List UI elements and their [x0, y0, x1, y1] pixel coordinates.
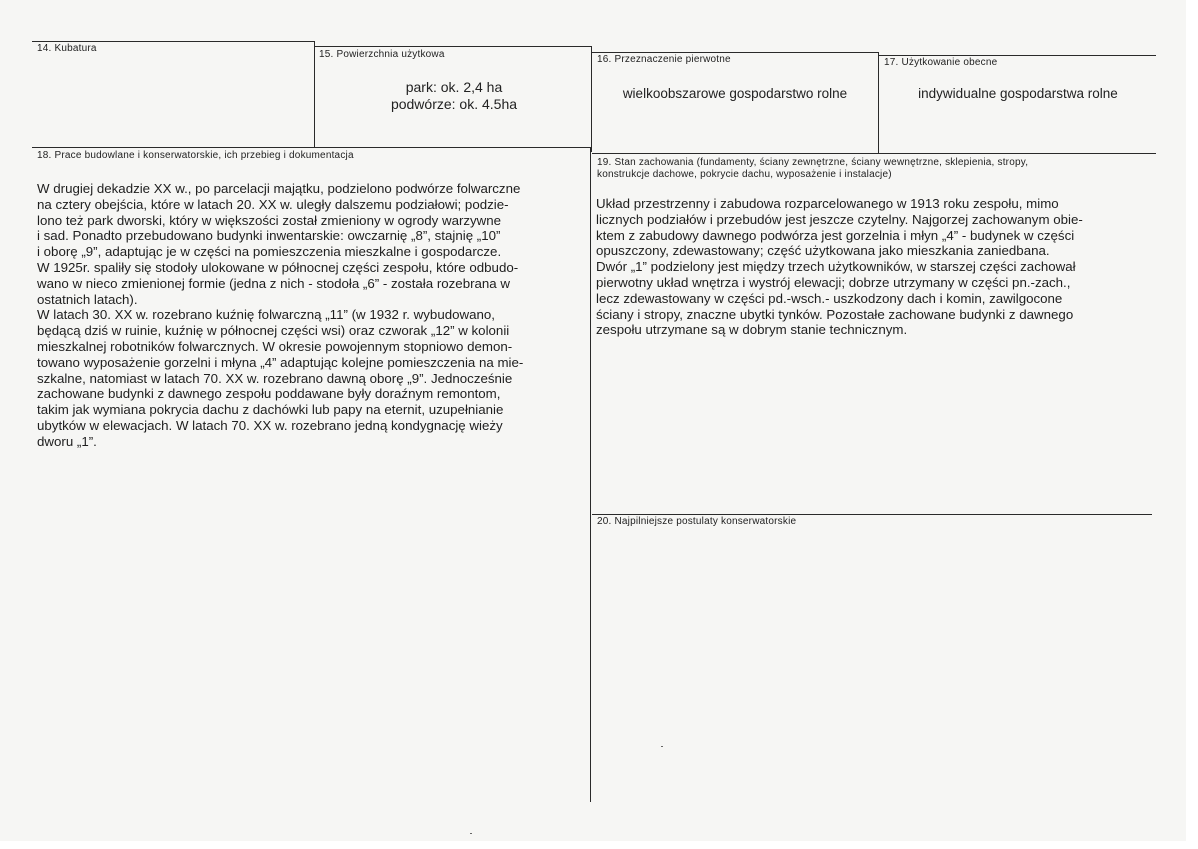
- divider-15: [314, 41, 315, 148]
- section-18-line: i sad. Ponadto przebudowano budynki inwentarskie: owczarnię „8”, stajnię „10”: [37, 228, 501, 244]
- section-18-line: W 1925r. spaliły się stodoły ulokowane w północnej części zespołu, które odbudo-: [37, 259, 519, 275]
- section-18-line: i oborę „9”, adaptując je w części na pomieszczenia mieszkalne i gospodarcze.: [37, 244, 502, 260]
- rule-top-15: [314, 46, 592, 47]
- section-18-line: towano wyposażenie gorzelni i młyna „4” adaptując kolejne pomieszczenia na mie-: [37, 354, 524, 370]
- section-18-line: dworu „1”.: [37, 433, 97, 449]
- section-18-line: mieszkalnej robotników folwarcznych. W okresie powojennym stopniowo demon-: [37, 338, 513, 354]
- section-15-label: 15. Powierzchnia użytkowa: [319, 49, 445, 60]
- section-19-line: Dwór „1” podzielony jest między trzech użytkowników, w starszej części zachował: [596, 259, 1076, 275]
- scan-speck: [470, 833, 472, 834]
- scan-edge-right: [1186, 0, 1198, 849]
- section-20-label: 20. Najpilniejsze postulaty konserwatorskie: [597, 516, 797, 527]
- section-14-label: 14. Kubatura: [37, 43, 97, 54]
- section-18-line: takim jak wymiana pokrycia dachu z dachówki lub papy na eternit, uzupełnianie: [37, 402, 504, 418]
- section-18-line: W drugiej dekadzie XX w., po parcelacji majątku, podzielono podwórze folwarczne: [37, 181, 521, 196]
- rule-top-16: [592, 52, 878, 53]
- rule-top-20: [592, 514, 1152, 515]
- section-18-line: będącą dziś w ruinie, kuźnię w północnej części wsi) oraz czworak „12” w kolonii: [37, 323, 510, 339]
- scan-speck: [661, 746, 663, 747]
- section-15-value-park: park: ok. 2,4 ha: [405, 79, 503, 95]
- section-18-line: W latach 30. XX w. rozebrano kuźnię folwarczną „11” (w 1932 r. wybudowano,: [37, 307, 495, 323]
- section-18-line: ubytków w elewacjach. W latach 70. XX w. rozebrano jedną kondygnację wieży: [37, 417, 503, 433]
- divider-17: [878, 52, 879, 153]
- section-19-line: opuszczony, zdewastowany; część użytkowana jako mieszkania zaniedbana.: [596, 243, 1050, 259]
- rule-top-17: [878, 55, 1156, 56]
- section-18-line: na cztery obejścia, które w latach 20. XX w. uległy dalszemu podziałowi; podzie-: [37, 196, 509, 212]
- section-19-line: zespołu utrzymane są w dobrym stanie technicznym.: [596, 322, 908, 338]
- section-18-line: lono też park dworski, który w większości został zmieniony w ogrody warzywne: [37, 212, 502, 228]
- section-18-line: ostatnich latach).: [37, 291, 138, 307]
- section-16-value: wielkoobszarowe gospodarstwo rolne: [622, 86, 848, 101]
- rule-top-19: [592, 153, 1156, 154]
- section-19-label-cont: konstrukcje dachowe, pokrycie dachu, wyposażenie i instalacje): [597, 169, 892, 180]
- section-16-label: 16. Przeznaczenie pierwotne: [597, 54, 731, 65]
- section-18-line: wano w nieco zmienionej formie (jedna z nich - stodoła „6” - została rozebrana w: [37, 275, 511, 291]
- section-19-line: Układ przestrzenny i zabudowa rozparcelowanego w 1913 roku zespołu, mimo: [596, 196, 1059, 211]
- section-18-line: zachowane budynki z dawnego zespołu poddawane były doraźnym remontom,: [37, 386, 501, 402]
- divider-main: [590, 147, 591, 802]
- section-18-body: [37, 181, 587, 450]
- section-15-value-podworze: podwórze: ok. 4.5ha: [390, 96, 518, 112]
- scan-edge-bottom: [0, 841, 1198, 849]
- section-18-line: szkalne, natomiast w latach 70. XX w. rozebrano dawną oborę „9”. Jednocześnie: [37, 370, 513, 386]
- section-17-label: 17. Użytkowanie obecne: [884, 57, 998, 68]
- section-19-label: 19. Stan zachowania (fundamenty, ściany zewnętrzne, ściany wewnętrzne, sklepienia, stropy,: [597, 157, 1029, 168]
- section-19-line: ktem z zabudowy dawnego podwórza jest gorzelnia i młyn „4” - budynek w części: [596, 227, 1075, 243]
- section-19-line: ściany i stropy, znaczne ubytki tynków. Pozostałe zachowane budynki z dawnego: [596, 306, 1074, 322]
- section-19-line: licznych podziałów i przebudów jest jeszcze czytelny. Najgorzej zachowanym obie-: [596, 211, 1083, 227]
- section-19-body: [596, 196, 1152, 338]
- rule-top-18: [32, 147, 592, 148]
- rule-top-14: [32, 41, 314, 42]
- section-19-line: lecz zdewastowany w części pd.-wsch.- uszkodzony dach i komin, zawilgocone: [596, 290, 1063, 306]
- section-19-line: pierwotny układ wnętrza i wystrój elewacji; dobrze utrzymany w części pn.-zach.,: [596, 274, 1071, 290]
- section-18-label: 18. Prace budowlane i konserwatorskie, ich przebieg i dokumentacja: [37, 150, 354, 161]
- section-17-value: indywidualne gospodarstwa rolne: [918, 86, 1118, 101]
